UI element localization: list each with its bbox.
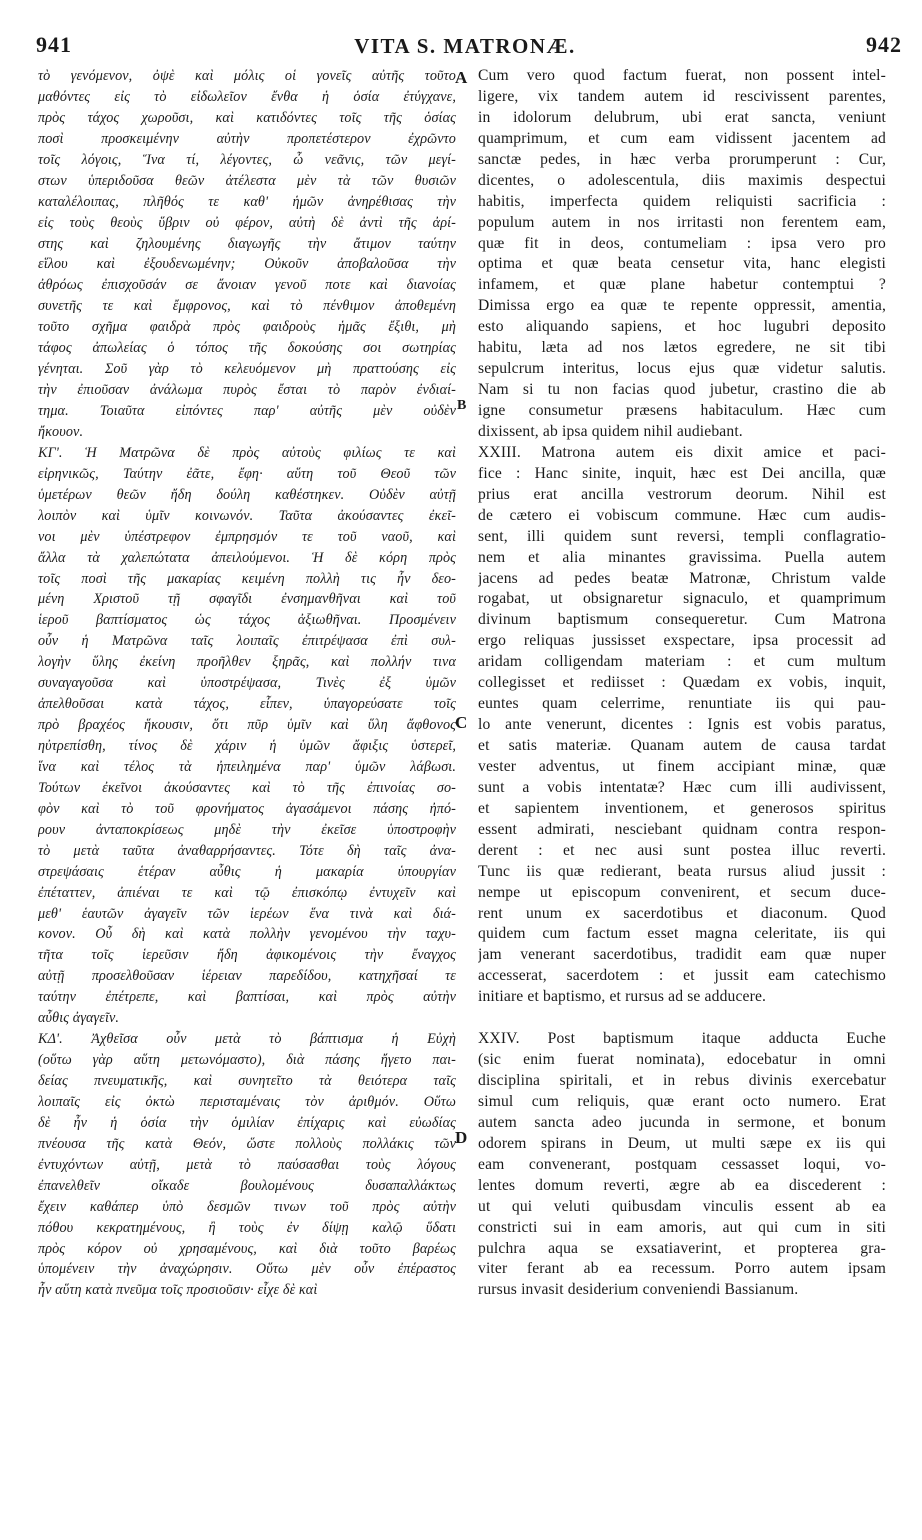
- latin-text-line: Tunc iis quæ redierant, beata rursus aliud jussit :: [478, 862, 886, 880]
- greek-text-line: ἀθρόως ἐπισχοῦσάν σε ἄνοιαν γενοῦ ποτε καὶ διανοίας: [38, 277, 456, 294]
- greek-text-line: γένηται. Σοῦ γὰρ τὸ κελευόμενον μὴ πραττούσης εἰς: [38, 361, 456, 378]
- greek-text-line: εἵλου καὶ ἐξουδενωμένην; Οὐκοῦν ἀποβαλοῦσα τὴν: [38, 256, 456, 273]
- greek-text-line: κονον. Οὗ δὴ καὶ κατὰ πολλὴν γενομένου τὴν ταχυ-: [38, 926, 456, 943]
- latin-text-line: habitis, imperfecta quidem reliquisti sacrificia :: [478, 192, 886, 210]
- greek-text-line: πρὸς τάχος χωροῦσι, καὶ κατιδόντες τοῖς τῆς ὁσίας: [38, 109, 456, 126]
- greek-text-line: πνέουσα τῆς κατὰ Θεόν, ὥστε πολλοὺς πολλάκις τῶν: [38, 1135, 456, 1152]
- running-header: [28, 32, 902, 64]
- greek-text-line: πρὸς κόρον οὐ χρησαμένους, καὶ διὰ τοῦτο βαρέως: [38, 1240, 456, 1257]
- greek-text-line: τοῖς λόγοις, Ἵνα τί, λέγοντες, ὦ νεᾶνις, τῶν μεγί-: [38, 151, 456, 168]
- greek-text-line: τοῖς ποσὶ τῆς μακαρίας κειμένη πολλὴ τις ἦν δεο-: [38, 570, 456, 587]
- greek-text-line: αὖθις ἀγαγεῖν.: [38, 1010, 120, 1027]
- latin-text-line: simul cum reliquis, quæ erant octo numero. Erat: [478, 1092, 886, 1110]
- greek-text-line: ἦν αὕτη κατὰ πνεῦμα τοῖς προσιοῦσιν· εἶχε δὲ καὶ: [38, 1282, 318, 1299]
- latin-text-line: jam venerant sacerdotibus, tradidit eam quæ nuper: [478, 946, 886, 964]
- greek-text-line: καταλέλοιπας, πλῆθός τε καθ' ἡμῶν ἀνηρέθισας τὴν: [38, 193, 456, 210]
- latin-text-line: eam convenerant, postquam cessasset loqui, vo-: [478, 1155, 886, 1173]
- latin-text-line: optima et quæ beata censetur vita, hanc elegisti: [478, 255, 886, 273]
- latin-text-line: pulchra aqua se exsatiaverint, et propterea gra-: [478, 1239, 886, 1257]
- greek-text-line: τημα. Τοιαῦτα εἰπόντες παρ' αὐτῆς μὲν οὐδὲν: [38, 403, 456, 419]
- page-number-left: 941: [36, 32, 72, 57]
- latin-text-line: ut qui veluti quibusdam vinculis essent ab ea: [478, 1197, 886, 1215]
- latin-text-line: fice : Hanc sinite, inquit, hæc est Dei ancilla, quæ: [478, 464, 886, 482]
- latin-text-line: habitu, læta ad nos lætos egredere, ne sit tibi: [478, 339, 886, 357]
- greek-text-line: Τούτων ἐκεῖνοι ἀκούσαντες καὶ τὸ τῆς ἐπινοίας σο-: [38, 779, 456, 796]
- latin-text-line: quæ fit in deos, contumeliam : ipsa vero pro: [478, 234, 886, 252]
- greek-text-line: λοιπὸν καὶ ὑμῖν κοινωνόν. Ταῦτα ἀκούσαντες ἐκεῖ-: [38, 507, 456, 524]
- greek-text-line: στης καὶ ζηλουμένης διαγωγῆς τὴν ἄτιμον ταύτην: [38, 235, 456, 252]
- latin-text-line: accesserat, sacerdotem : et jussit eam catechismo: [478, 967, 886, 985]
- greek-text-line: πρὸ βραχέος ἥκουσιν, ὅτι πῦρ ὑμῖν καὶ ὕλη ἄφθονος: [38, 717, 456, 734]
- greek-text-line: οὖν ἡ Ματρῶνα ταῖς λοιπαῖς ἐπιτρέψασα ἐπὶ συλ-: [38, 633, 456, 650]
- greek-text-line: λογὴν ὕλης ἐκείνη προῆλθεν ξηρᾶς, καὶ πολλήν τινα: [38, 654, 456, 671]
- greek-text-column: [38, 66, 456, 1301]
- latin-text-line: in idolorum delubrum, ubi erat sancta, veniunt: [478, 108, 886, 126]
- greek-text-line: τοῦτο σχῆμα φαιδρὰ πρὸς φαιδροὺς ἡμᾶς ἔξιθι, μὴ: [38, 319, 456, 336]
- latin-text-line: de cætero ei vobiscum commune. Hæc cum audis-: [478, 506, 886, 524]
- running-title: VITA S. MATRONÆ.: [354, 34, 576, 58]
- latin-text-line: quidem cum factum esset magna celeritate, iis qui: [478, 925, 886, 943]
- greek-text-line: εἰρηνικῶς, Ταύτην ἐᾶτε, ἔφη· αὕτη τοῦ Θεοῦ τῶν: [38, 465, 456, 482]
- margin-letter-b: B: [457, 398, 467, 413]
- latin-text-line: infamem, et quæ plane habetur contemptui ?: [478, 276, 886, 294]
- greek-text-line: αὐτῇ προσελθοῦσαν ἱέρειαν παρεδίδου, κατηχῆσαί τε: [38, 968, 456, 985]
- greek-text-line: τῆτα τοῖς ἱερεῦσιν ἤδη ἀφικομένοις τὴν ἔναγχος: [38, 947, 456, 964]
- latin-text-line: rursus invasit desiderium conveniendi Bassianum.: [478, 1281, 799, 1299]
- greek-text-line: ἵνα καὶ τέλος τὰ ἠπειλημένα παρ' ὑμῶν λάβωσι.: [38, 758, 456, 775]
- latin-text-line: collegisset et rediisset : Quædam ex vobis, inquit,: [478, 674, 886, 692]
- latin-text-line: odorem spirans in Deum, ut multi sæpe ex iis qui: [478, 1134, 886, 1152]
- greek-text-line: ἱεροῦ βαπτίσματος ὡς τάχος ἀξιωθῆναι. Προσμένειν: [38, 612, 456, 629]
- latin-text-line: constricti sui in eam amoris, aut qui cum in siti: [478, 1218, 886, 1236]
- latin-text-column: [478, 66, 886, 1301]
- latin-text-line: nem et alia minantes gravissima. Puella autem: [478, 548, 886, 566]
- latin-text-line: et satis materiæ. Quanam autem de causa tardat: [478, 737, 886, 754]
- latin-text-line: vester adventus, ut finem accipiant minæ, quæ: [478, 757, 886, 775]
- greek-text-line: τὸ μετὰ ταῦτα ἀναθαρρήσαντες. Τότε δὴ ταῖς ἀνα-: [38, 842, 456, 859]
- greek-text-line: (οὕτω γὰρ αὕτη μετωνόμαστο), διὰ πάσης ἤγετο παι-: [38, 1052, 456, 1069]
- margin-letter-d: D: [455, 1128, 468, 1147]
- greek-text-line: ταύτην ἐπέτρεπε, καὶ βαπτίσαι, καὶ πρὸς αὐτὴν: [38, 989, 456, 1006]
- latin-text-line: essent admirati, nesciebant quidnam contra respon-: [478, 820, 886, 838]
- paragraph-gap: [478, 1008, 886, 1029]
- greek-text-line: ἀπελθοῦσαι κατὰ τάχος, εἶπεν, ὑπαγορεύσατε τοῖς: [38, 696, 456, 713]
- latin-text-line: initiare et baptismo, et rursus ad se adducere.: [478, 988, 767, 1006]
- latin-text-line: rogabat, ut obsignaretur signaculo, et quamprimum: [478, 590, 886, 608]
- latin-text-line: dicentes, o adolescentula, diis maximis despectui: [478, 171, 886, 189]
- margin-letter-c: C: [455, 713, 468, 732]
- latin-text-line: et sapientem inventionem, et generosos spiritus: [478, 799, 886, 817]
- greek-text-line: μεθ' ἑαυτῶν ἀγαγεῖν τῶν ἱερέων ἕνα τινὰ καὶ διά-: [38, 905, 456, 922]
- greek-text-line: συνετῆς τε καὶ ἔμφρονος, καὶ τὸ πένθιμον ἀποθεμένη: [38, 298, 456, 315]
- greek-text-line: τὸ γενόμενον, ὀψὲ καὶ μόλις οἱ γονεῖς αὐτῆς τοῦτο: [38, 68, 456, 84]
- greek-text-line: ἐντυχόντων αὐτῇ, μετὰ τὸ παύσασθαι τοὺς λόγους: [38, 1156, 456, 1173]
- latin-text-line: sepulcrum interitus, locus ejus quæ videtur salutis.: [478, 360, 886, 378]
- greek-text-line: πόθου κεκρατημένους, ἢ τοὺς ἐν δίψῃ καλῷ ὕδατι: [38, 1219, 456, 1236]
- greek-text-line: ηὐτρεπίσθη, τίνος δὲ χάριν ἡ ὑμῶν ἄφιξις ὑστερεῖ,: [38, 738, 456, 754]
- latin-text-line: Nam si tu non facias quod jubetur, crastino die ab: [478, 381, 886, 399]
- latin-text-line: aridam colligendam materiam : et cum multum: [478, 653, 886, 671]
- greek-text-line: δὲ ἦν ἡ ὁσία τὴν ὁμιλίαν ἐπίχαρις καὶ εὐωδίας: [38, 1114, 456, 1131]
- latin-text-line: (sic enim fuerat nominata), edocebatur in omni: [478, 1051, 886, 1069]
- greek-text-line: ἄλλα τὰ χαλεπώτατα ἀπειλούμενοι. Ἡ δὲ κόρη πρὸς: [38, 549, 456, 566]
- latin-text-line: disciplina spiritali, et in rebus divinis exercebatur: [478, 1072, 886, 1089]
- latin-text-line: quamprimum, et cum eam vidissent jacentem ad: [478, 129, 886, 147]
- greek-text-line: μαθόντες εἰς τὸ εἰδωλεῖον ἔνθα ἡ ὁσία ἐτύγχανε,: [38, 88, 456, 105]
- greek-text-line: ρουν ἀνταποκρίσεως μηδὲ τὴν ἐκεῖσε ὑποστροφὴν: [38, 821, 456, 838]
- latin-text-line: divinum baptismum consequeretur. Cum Matrona: [478, 611, 886, 629]
- greek-text-line: νοι μὲν ὑπέστρεφον ἐμπρησμόν τε τοῦ ναοῦ, καὶ: [38, 528, 456, 545]
- greek-text-line: ἔχειν καθάπερ ὑπὸ δεσμῶν τινων τοῦ πρὸς αὐτὴν: [38, 1198, 456, 1215]
- greek-text-line: στρεψάσαις ἑτέραν αὖθις ἡ μακαρία ὑπουργίαν: [38, 863, 456, 880]
- greek-text-line: συναγαγοῦσα καὶ ὑποστρέψασα, Τινὲς ἐξ ὑμῶν: [38, 675, 456, 692]
- greek-text-line: ἐπανελθεῖν οἴκαδε βουλομένους δυσαπαλλάκτως: [38, 1177, 456, 1194]
- latin-text-line: XXIII. Matrona autem eis dixit amice et paci-: [478, 443, 886, 461]
- latin-text-line: Dimissa ergo ea quæ te repente oppressit, amentia,: [478, 297, 886, 315]
- greek-text-line: ποσὶ προσκειμένην αὐτὴν προπετέστερον ἐχρῶντο: [38, 130, 456, 147]
- latin-text-line: ergo reliquas jussisset exspectare, ipsa processit ad: [478, 632, 886, 650]
- latin-text-line: prius erat ancilla vestrorum deorum. Nihil est: [478, 485, 886, 503]
- latin-text-line: lentes domum reverti, ægre ab ea discederent :: [478, 1176, 886, 1194]
- margin-letter-a: A: [455, 68, 468, 87]
- greek-text-line: ὑπομένειν τὴν ἀναχώρησιν. Οὕτω μὲν οὖν ἐπέραστος: [38, 1261, 456, 1278]
- latin-text-line: ligere, vix tandem autem id rescivissent parentes,: [478, 87, 886, 105]
- greek-text-line: λοιπαῖς εἰς ὀκτὼ περισταμέναις τὸν ἀριθμόν. Οὕτω: [38, 1093, 456, 1110]
- latin-text-line: jacens ad pedes beatæ Matronæ, Christum valde: [478, 569, 886, 587]
- latin-text-line: sanctæ pedes, in hæc verba prorumperunt : Cur,: [478, 150, 886, 168]
- latin-text-line: XXIV. Post baptismum itaque adducta Euche: [478, 1030, 886, 1048]
- greek-text-line: ΚΔʹ. Ἀχθεῖσα οὖν μετὰ τὸ βάπτισμα ἡ Εὐχὴ: [38, 1031, 456, 1048]
- greek-text-line: μένη Χριστοῦ τῇ σφαγῖδι ἐνσημανθῆναι καὶ τοῦ: [38, 591, 456, 608]
- latin-text-line: euntes quam celerrime, renuntiate iis qui pau-: [478, 695, 886, 713]
- greek-text-line: τάφος ἀπωλείας ὁ τόπος τῆς δοκούσης σοι σωτηρίας: [38, 340, 456, 357]
- greek-text-line: τὴν ἐπιοῦσαν ἀνάλωμα πυρὸς ἔσται τὸ παρὸν ἐνδιαί-: [38, 382, 456, 399]
- latin-text-line: autem sancta adeo jucunda in sermone, et bonum: [478, 1113, 886, 1131]
- latin-text-line: sent, illi quidem sunt reversi, templi conflagratio-: [478, 527, 886, 545]
- latin-text-line: esto aliquando sapiens, et hoc lugubri deposito: [478, 318, 886, 336]
- latin-text-line: populum autem in nos irritasti non ferentem eam,: [478, 213, 886, 231]
- greek-text-line: εἰς τοὺς θεοὺς ὕβριν οὐ φέρον, αὐτὴ δὲ ἀντὶ τῆς ἀρί-: [38, 214, 456, 231]
- page-number-right: 942: [866, 32, 902, 57]
- greek-text-line: στων ὑπεριδοῦσα θεῶν ἀτέλεστα μὲν τὰ τῶν θυσιῶν: [38, 172, 456, 189]
- greek-text-line: ἐπέταττεν, ἀπιέναι τε καὶ τῷ ἐπισκόπῳ ἐντυχεῖν καὶ: [38, 884, 456, 901]
- latin-text-line: derent : et nec ausi sunt postea illuc reverti.: [478, 841, 886, 859]
- greek-text-line: ΚΓʹ. Ἡ Ματρῶνα δὲ πρὸς αὐτοὺς φιλίως τε καὶ: [38, 444, 456, 461]
- greek-text-line: ἤκουον.: [38, 423, 84, 440]
- latin-text-line: Cum vero quod factum fuerat, non possent intel-: [478, 67, 886, 84]
- latin-text-line: dixissent, ab ipsa quidem nihil audiebant.: [478, 422, 743, 440]
- latin-text-line: lo ante venerunt, dicentes : Ignis est vobis paratus,: [478, 716, 886, 734]
- greek-text-line: δείας πνευματικῆς, καὶ συνητεῖτο τὰ θειότερα ταῖς: [38, 1073, 456, 1089]
- latin-text-line: igne consumetur præsens habitaculum. Hæc cum: [478, 402, 886, 419]
- latin-text-line: rent unum ex sacerdotibus et diaconum. Quod: [478, 904, 886, 922]
- greek-text-line: φὸν καὶ τὸ τοῦ φρονήματος ἀγασάμενοι πάσης ἠπό-: [38, 800, 456, 817]
- latin-text-line: viter ferant ab ea recessum. Porro autem ipsam: [478, 1260, 886, 1278]
- greek-text-line: ὑμετέρων θεῶν ἤδη δούλη καθέστηκεν. Οὐδὲν αὐτῇ: [38, 486, 456, 503]
- latin-text-line: nempe ut episcopum convenirent, et secum duce-: [478, 883, 886, 901]
- latin-text-line: sunt a vobis intentatæ? Hæc cum illi audivissent,: [478, 778, 886, 796]
